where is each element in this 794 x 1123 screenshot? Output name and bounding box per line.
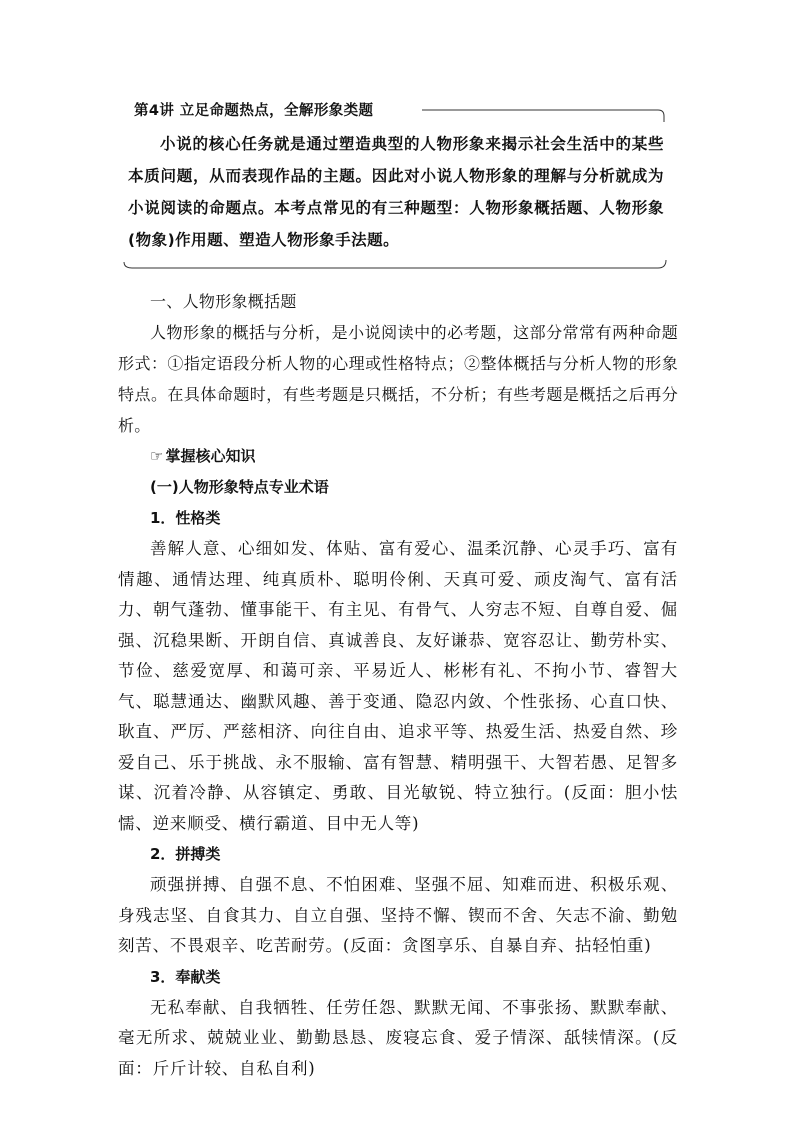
lesson-title: 第4讲 立足命题热点，全解形象类题	[132, 102, 379, 120]
category-text-personality: 善解人意、心细如发、体贴、富有爱心、温柔沉静、心灵手巧、富有情趣、通情达理、纯真质朴、聪明伶俐、天真可爱、顽皮淘气、富有活力、朝气蓬勃、懂事能干、有主见、有骨气、人穷志不短、自尊自爱、倔强、沉稳果断、开朗自信、真诚善良、友好谦恭、宽容忍让、勤劳朴实、节俭、慈爱宽厚、和蔼可亲、平易近人、彬彬有礼、不拘小节、睿智大气、聪慧通达、幽默风趣、善于变通、隐忍内敛、个性张扬、心直口快、耿直、严厉、严慈相济、向往自由、追求平等、热爱生活、热爱自然、珍爱自己、乐于挑战、永不服输、富有智慧、精明强干、大智若愚、足智多谋、沉着冷静、从容镇定、勇敢、目光敏锐、特立独行。(反面：胆小怯懦、逆来顺受、横行霸道、目中无人等)	[118, 539, 678, 833]
section-heading: 一、人物形象概括题	[150, 292, 297, 311]
category-text-struggle: 顽强拼搏、自强不息、不怕困难、坚强不屈、知难而进、积极乐观、身残志坚、自食其力、自立自强、坚持不懈、锲而不舍、矢志不渝、勤勉刻苦、不畏艰辛、吃苦耐劳。(反面：贪图享乐、自暴自弃、拈轻怕重)	[118, 875, 678, 955]
main-content	[118, 284, 678, 1084]
intro-box	[122, 100, 668, 270]
category-title-dedication: 3．奉献类	[150, 967, 221, 986]
pointing-hand-icon: ☞	[150, 447, 164, 465]
section-paragraph: 人物形象的概括与分析，是小说阅读中的必考题，这部分常常有两种命题形式：①指定语段分析人物的心理或性格特点；②整体概括与分析人物的形象特点。在具体命题时，有些考题是只概括，不分析；有些考题是概括之后再分析。	[118, 323, 678, 435]
terms-subheading: (一)人物形象特点专业术语	[150, 478, 329, 496]
master-knowledge-heading	[118, 441, 678, 472]
category-text-dedication: 无私奉献、自我牺牲、任劳任怨、默默无闻、不事张扬、默默奉献、毫无所求、兢兢业业、勤勤恳恳、废寝忘食、爱子情深、舐犊情深。(反面：斤斤计较、自私自利)	[118, 997, 678, 1078]
category-title-personality: 1．性格类	[150, 509, 221, 527]
intro-paragraph: 小说的核心任务就是通过塑造典型的人物形象来揭示社会生活中的某些本质问题，从而表现作品的主题。因此对小说人物形象的理解与分析就成为小说阅读的命题点。本考点常见的有三种题型：人物形象概括题、人物形象(物象)作用题、塑造人物形象手法题。	[128, 135, 664, 249]
master-knowledge-label: 掌握核心知识	[165, 447, 256, 465]
category-title-struggle: 2．拼搏类	[150, 845, 221, 863]
